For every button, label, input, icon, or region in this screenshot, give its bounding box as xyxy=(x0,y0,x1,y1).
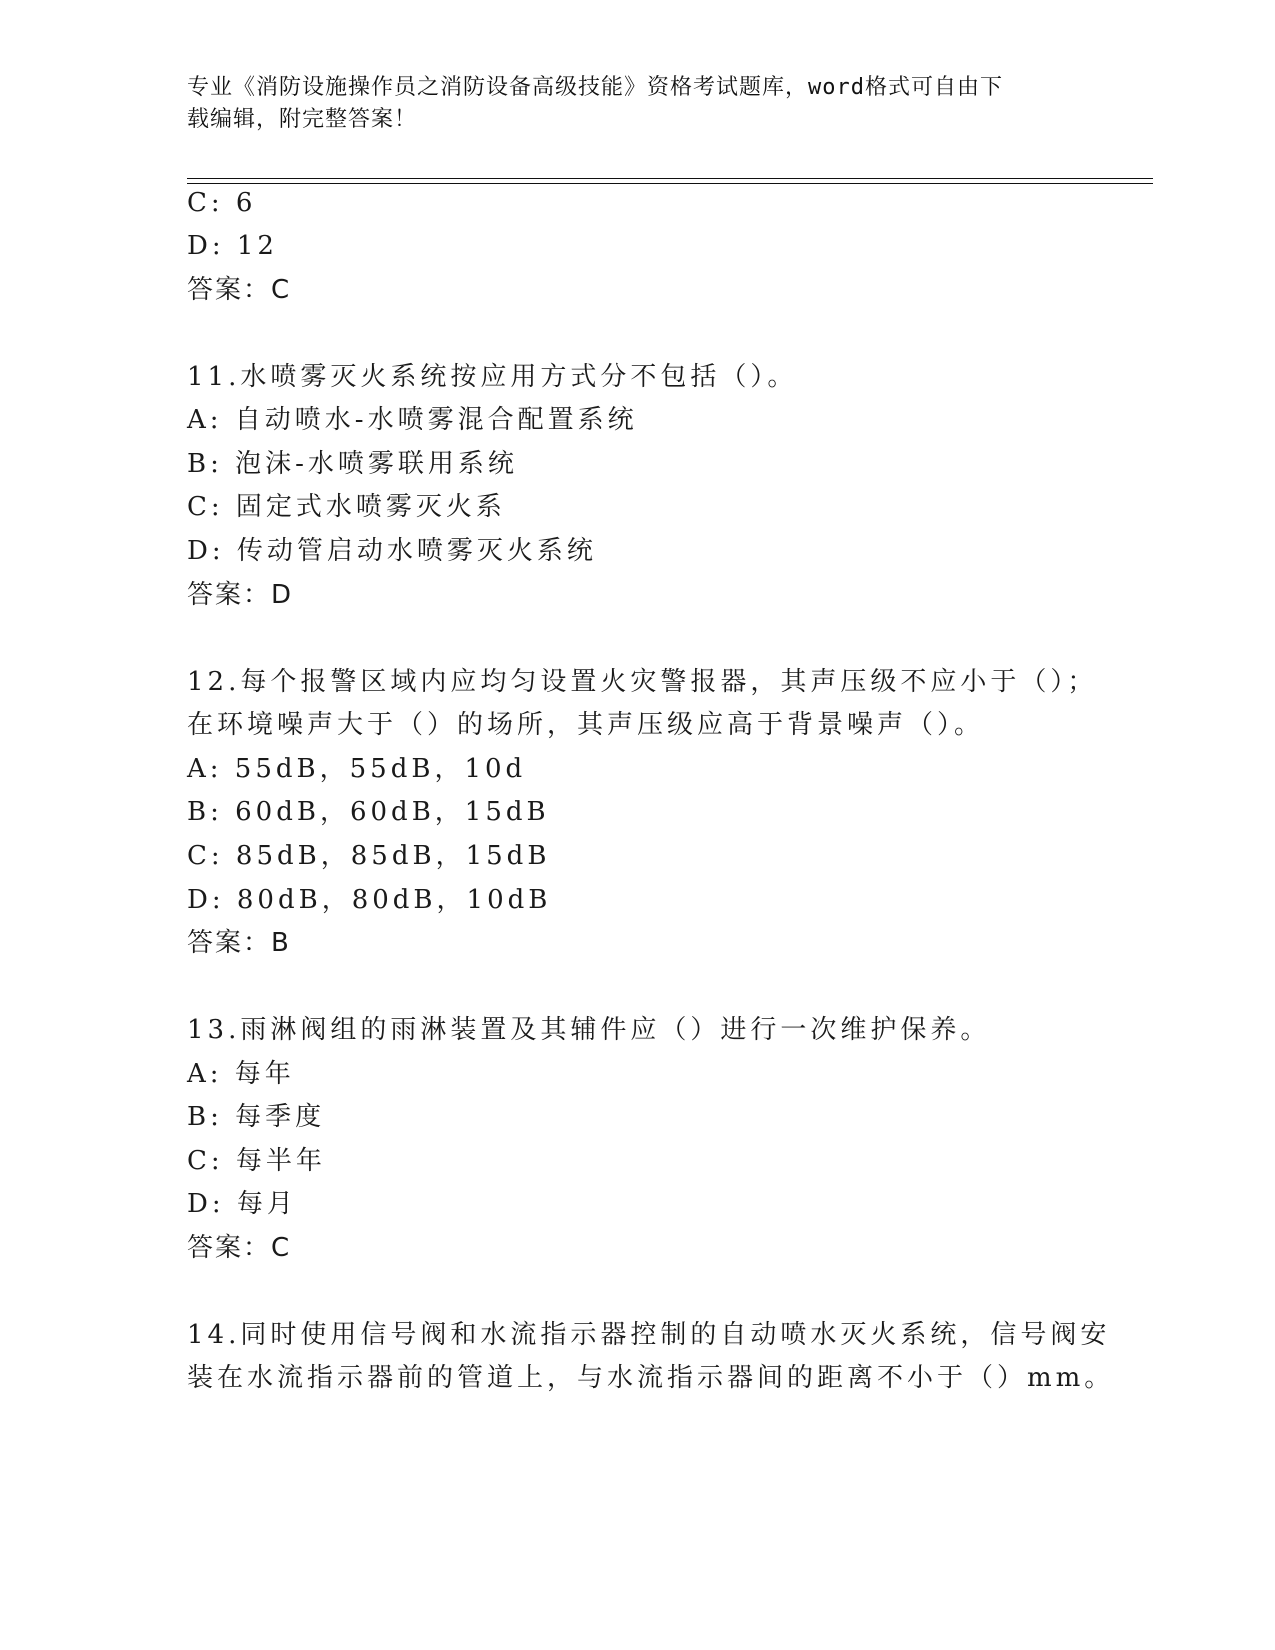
document-header xyxy=(187,72,1077,136)
header-divider-bottom xyxy=(187,183,1153,184)
header-line-2: 载编辑，附完整答案！ xyxy=(187,107,418,132)
question-13-option-d: D: 每月 xyxy=(187,1189,297,1219)
question-11-option-c: C: 固定式水喷雾灭火系 xyxy=(187,492,506,522)
header-line-1: 专业《消防设施操作员之消防设备高级技能》资格考试题库，word格式可自由下 xyxy=(187,75,1003,100)
question-11-answer: 答案：D xyxy=(187,580,294,610)
answer-line: 答案：C xyxy=(187,275,292,305)
question-13-option-a: A: 每年 xyxy=(187,1059,295,1089)
question-12-text-line-1: 12.每个报警区域内应均匀设置火灾警报器，其声压级不应小于（）； xyxy=(187,667,1098,697)
question-13-option-c: C: 每半年 xyxy=(187,1146,326,1176)
question-13-option-b: B: 每季度 xyxy=(187,1102,326,1132)
question-14-text-line-1: 14.同时使用信号阀和水流指示器控制的自动喷水灭火系统，信号阀安 xyxy=(187,1320,1111,1350)
question-13-text: 13.雨淋阀组的雨淋装置及其辅件应（）进行一次维护保养。 xyxy=(187,1015,991,1045)
question-12-option-b: B: 60dB，60dB，15dB xyxy=(187,797,550,827)
header-divider-top xyxy=(187,178,1153,179)
option-c: C: 6 xyxy=(187,188,257,218)
question-12-answer: 答案：B xyxy=(187,928,291,958)
question-11-text: 11.水喷雾灭火系统按应用方式分不包括（）。 xyxy=(187,362,798,392)
question-12-option-a: A: 55dB，55dB，10d xyxy=(187,754,527,784)
question-11-option-d: D: 传动管启动水喷雾灭火系统 xyxy=(187,536,597,566)
question-14-text-line-2: 装在水流指示器前的管道上，与水流指示器间的距离不小于（）mm。 xyxy=(187,1363,1115,1393)
question-11-option-b: B: 泡沫-水喷雾联用系统 xyxy=(187,449,518,479)
option-d: D: 12 xyxy=(187,231,278,261)
question-13-answer: 答案：C xyxy=(187,1233,292,1263)
question-12-option-d: D: 80dB，80dB，10dB xyxy=(187,885,552,915)
question-11-option-a: A: 自动喷水-水喷雾混合配置系统 xyxy=(187,405,638,435)
question-12-option-c: C: 85dB，85dB，15dB xyxy=(187,841,551,871)
question-12-text-line-2: 在环境噪声大于（）的场所，其声压级应高于背景噪声（）。 xyxy=(187,710,985,740)
